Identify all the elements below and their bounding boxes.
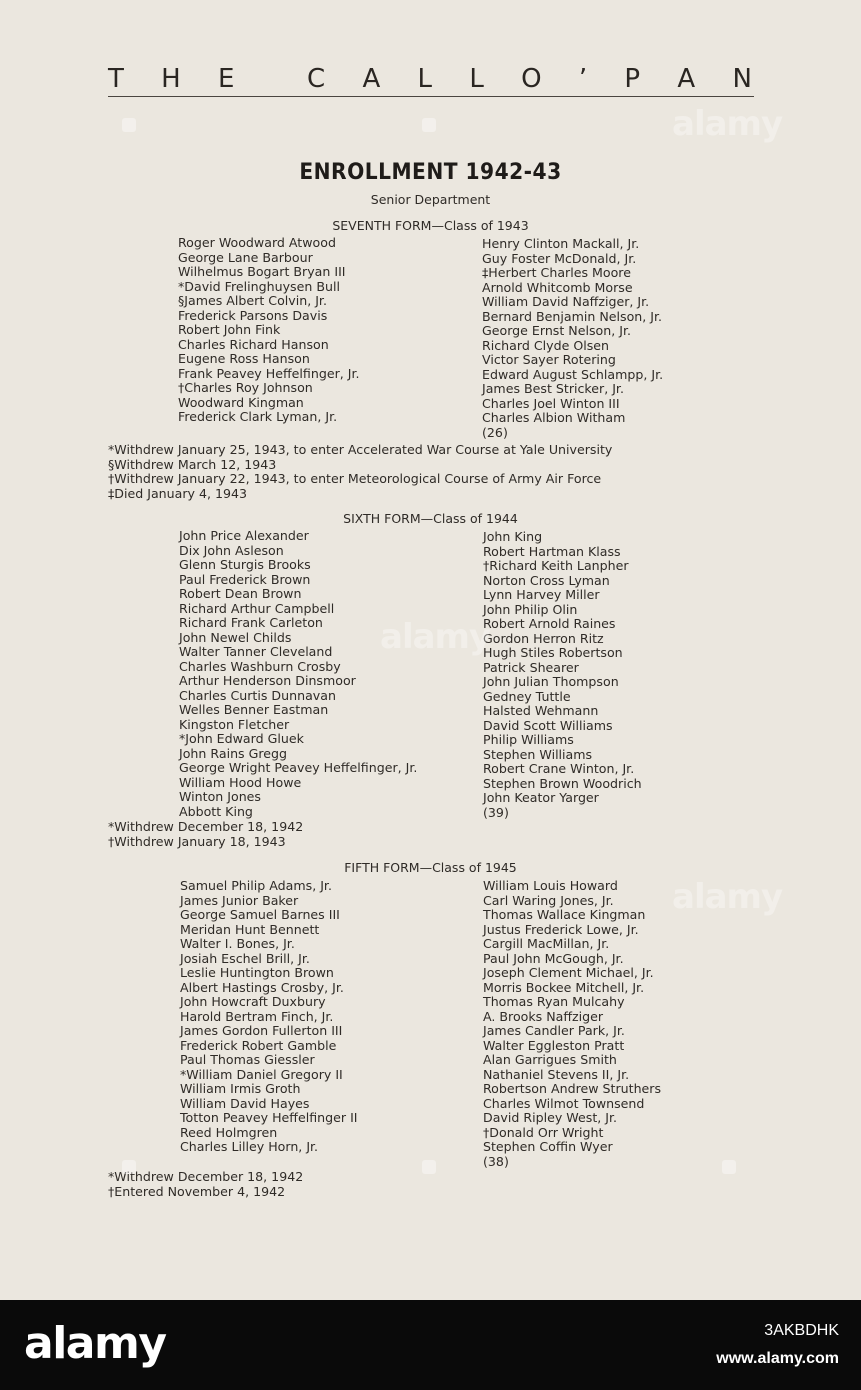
student-name: Charles Wilmot Townsend (483, 1095, 645, 1111)
student-name: Glenn Sturgis Brooks (179, 557, 311, 572)
student-name: Robert Dean Brown (179, 586, 302, 601)
student-name: Paul Frederick Brown (179, 571, 311, 587)
student-name: David Scott Williams (483, 717, 613, 733)
class-count: (26) (482, 424, 508, 440)
fifth-form-footnotes (108, 1170, 303, 1199)
student-name: Guy Foster McDonald, Jr. (482, 250, 637, 266)
student-name: George Lane Barbour (178, 249, 313, 265)
student-name: Richard Arthur Campbell (179, 600, 335, 616)
watermark-logo: alamy (672, 104, 783, 144)
student-name: Woodward Kingman (178, 394, 304, 410)
student-name: Paul John McGough, Jr. (483, 950, 624, 966)
student-name: William Hood Howe (179, 774, 302, 790)
footnote: †Withdrew January 18, 1943 (108, 833, 286, 849)
watermark-mark (122, 1160, 136, 1174)
student-name: Frederick Clark Lyman, Jr. (178, 409, 338, 424)
student-name: Charles Lilley Horn, Jr. (180, 1139, 319, 1154)
student-name: †Donald Orr Wright (483, 1124, 604, 1140)
student-name: Carl Waring Jones, Jr. (483, 892, 614, 908)
student-name: Frederick Parsons Davis (178, 307, 328, 323)
watermark-mark (422, 118, 436, 132)
student-name: Alan Garrigues Smith (483, 1052, 617, 1067)
student-name: Gordon Herron Ritz (483, 630, 604, 646)
student-name: Thomas Wallace Kingman (483, 907, 646, 922)
student-name: James Gordon Fullerton III (180, 1023, 343, 1038)
student-name: Frederick Robert Gamble (180, 1037, 337, 1053)
class-count: (39) (483, 804, 509, 820)
student-name: George Samuel Barnes III (180, 907, 340, 922)
student-name: William Louis Howard (483, 878, 618, 893)
student-name: Albert Hastings Crosby, Jr. (180, 979, 344, 995)
image-id: 3AKBDHK (764, 1322, 839, 1339)
sixth-form-footnotes (108, 820, 303, 849)
student-name: Wilhelmus Bogart Bryan III (178, 264, 346, 279)
student-name: Justus Frederick Lowe, Jr. (483, 921, 639, 937)
student-name: Robert Arnold Raines (483, 616, 616, 631)
student-name: Reed Holmgren (180, 1124, 278, 1140)
student-name: †Charles Roy Johnson (178, 380, 313, 395)
student-name: Charles Albion Witham (482, 410, 626, 425)
seventh-form-right-column (482, 237, 663, 440)
student-name: Harold Bertram Finch, Jr. (180, 1008, 334, 1024)
seventh-form-left-column (178, 236, 360, 425)
fifth-form-left-column (180, 879, 358, 1155)
student-name: Thomas Ryan Mulcahy (483, 994, 625, 1009)
student-name: George Ernst Nelson, Jr. (482, 323, 631, 338)
student-name: Charles Curtis Dunnavan (179, 687, 336, 703)
student-name: Arthur Henderson Dinsmoor (179, 673, 356, 688)
fifth-form-heading: FIFTH FORM—Class of 1945 (344, 860, 517, 875)
student-name: George Wright Peavey Heffelfinger, Jr. (179, 760, 418, 775)
student-name: John Rains Gregg (179, 745, 288, 761)
footnote: *Withdrew January 25, 1943, to enter Accelerated War Course at Yale University (108, 442, 613, 457)
student-name: Edward August Schlampp, Jr. (482, 366, 664, 382)
student-name: Robert Crane Winton, Jr. (483, 761, 635, 776)
student-name: James Junior Baker (180, 892, 299, 908)
student-name: Richard Clyde Olsen (482, 337, 610, 353)
student-name: *William Daniel Gregory II (180, 1066, 343, 1082)
student-name: John King (483, 529, 543, 544)
student-name: Stephen Williams (483, 746, 593, 762)
student-name: Gedney Tuttle (483, 688, 571, 704)
student-name: John Julian Thompson (483, 674, 619, 689)
student-name: Patrick Shearer (483, 659, 579, 675)
student-name: Welles Benner Eastman (179, 702, 329, 717)
student-name: Victor Sayer Rotering (482, 352, 616, 367)
watermark-mark (422, 1160, 436, 1174)
student-name: Stephen Coffin Wyer (483, 1139, 613, 1154)
footnote: §Withdrew March 12, 1943 (108, 456, 277, 472)
student-name: Roger Woodward Atwood (178, 235, 336, 250)
student-name: William David Naffziger, Jr. (482, 294, 650, 309)
student-name: John Newel Childs (179, 629, 292, 645)
student-name: Lynn Harvey Miller (483, 587, 600, 602)
student-name: Arnold Whitcomb Morse (482, 279, 633, 295)
student-name: Halsted Wehmann (483, 703, 599, 718)
student-name: Josiah Eschel Brill, Jr. (180, 950, 310, 966)
student-name: John Philip Olin (483, 601, 578, 617)
student-name: Robert Hartman Klass (483, 543, 621, 559)
footnote: *Withdrew December 18, 1942 (108, 1169, 304, 1184)
sixth-form-heading: SIXTH FORM—Class of 1944 (343, 511, 518, 526)
student-name: Walter Tanner Cleveland (179, 644, 333, 659)
student-name: Joseph Clement Michael, Jr. (483, 965, 654, 980)
header-rule (108, 96, 754, 97)
student-name: Frank Peavey Heffelfinger, Jr. (178, 365, 360, 381)
seventh-form-footnotes (108, 443, 612, 501)
student-name: Walter Eggleston Pratt (483, 1037, 625, 1053)
sixth-form-left-column (179, 529, 417, 819)
student-name: Philip Williams (483, 732, 574, 747)
student-name: Charles Washburn Crosby (179, 658, 341, 674)
student-name: Nathaniel Stevens II, Jr. (483, 1066, 630, 1082)
student-name: William David Hayes (180, 1095, 310, 1111)
student-name: Hugh Stiles Robertson (483, 645, 623, 660)
page-subtitle: Senior Department (370, 192, 491, 207)
student-name: John Howcraft Duxbury (180, 994, 326, 1009)
student-name: Bernard Benjamin Nelson, Jr. (482, 308, 662, 324)
student-name: Charles Richard Hanson (178, 336, 329, 352)
student-name: Morris Bockee Mitchell, Jr. (483, 979, 645, 995)
class-count: (38) (483, 1153, 509, 1169)
student-name: Robertson Andrew Struthers (483, 1081, 662, 1096)
student-name: *David Frelinghuysen Bull (178, 278, 340, 294)
watermark-logo: alamy (672, 877, 783, 917)
alamy-logo: alamy (24, 1318, 166, 1369)
student-name: A. Brooks Naffziger (483, 1008, 604, 1024)
student-name: Henry Clinton Mackall, Jr. (482, 236, 640, 251)
student-name: William Irmis Groth (180, 1081, 301, 1096)
student-name: ‡Herbert Charles Moore (482, 265, 631, 280)
sixth-form-right-column (483, 530, 642, 820)
footnote: ‡Died January 4, 1943 (108, 485, 248, 501)
student-name: James Best Stricker, Jr. (482, 381, 624, 396)
seventh-form-heading: SEVENTH FORM—Class of 1943 (332, 218, 529, 233)
fifth-form-right-column (483, 879, 661, 1169)
student-name: Leslie Huntington Brown (180, 965, 334, 980)
stock-footer-bar (0, 1300, 861, 1390)
student-name: James Candler Park, Jr. (483, 1023, 625, 1038)
student-name: *John Edward Gluek (179, 731, 304, 746)
student-name: Cargill MacMillan, Jr. (483, 936, 610, 951)
student-name: David Ripley West, Jr. (483, 1110, 618, 1125)
student-name: Paul Thomas Giessler (180, 1052, 315, 1067)
running-head: T H E C A L L O ’ P A N (108, 64, 754, 94)
student-name: John Price Alexander (179, 528, 309, 543)
student-name: Norton Cross Lyman (483, 572, 610, 588)
student-name: Charles Joel Winton III (482, 395, 620, 411)
student-name: Eugene Ross Hanson (178, 351, 310, 366)
page-title: ENROLLMENT 1942-43 (299, 160, 562, 185)
watermark-mark (722, 1160, 736, 1174)
student-name: John Keator Yarger (483, 790, 599, 805)
student-name: Walter I. Bones, Jr. (180, 936, 295, 951)
watermark-mark (122, 118, 136, 132)
student-name: Dix John Asleson (179, 542, 284, 558)
student-name: Richard Frank Carleton (179, 615, 323, 630)
footnote: †Entered November 4, 1942 (108, 1183, 286, 1199)
footnote: †Withdrew January 22, 1943, to enter Meteorological Course of Army Air Force (108, 471, 602, 486)
student-name: Totton Peavey Heffelfinger II (180, 1110, 358, 1125)
student-name: Abbott King (179, 803, 253, 819)
student-name: Winton Jones (179, 789, 261, 804)
student-name: Meridan Hunt Bennett (180, 921, 320, 937)
watermark-logo: alamy (380, 617, 491, 657)
footnote: *Withdrew December 18, 1942 (108, 819, 304, 834)
site-url: www.alamy.com (716, 1350, 839, 1367)
student-name: §James Albert Colvin, Jr. (178, 293, 327, 308)
student-name: Stephen Brown Woodrich (483, 775, 642, 791)
student-name: Kingston Fletcher (179, 716, 290, 732)
student-name: Robert John Fink (178, 322, 281, 337)
student-name: Samuel Philip Adams, Jr. (180, 878, 332, 893)
student-name: †Richard Keith Lanpher (483, 558, 629, 573)
